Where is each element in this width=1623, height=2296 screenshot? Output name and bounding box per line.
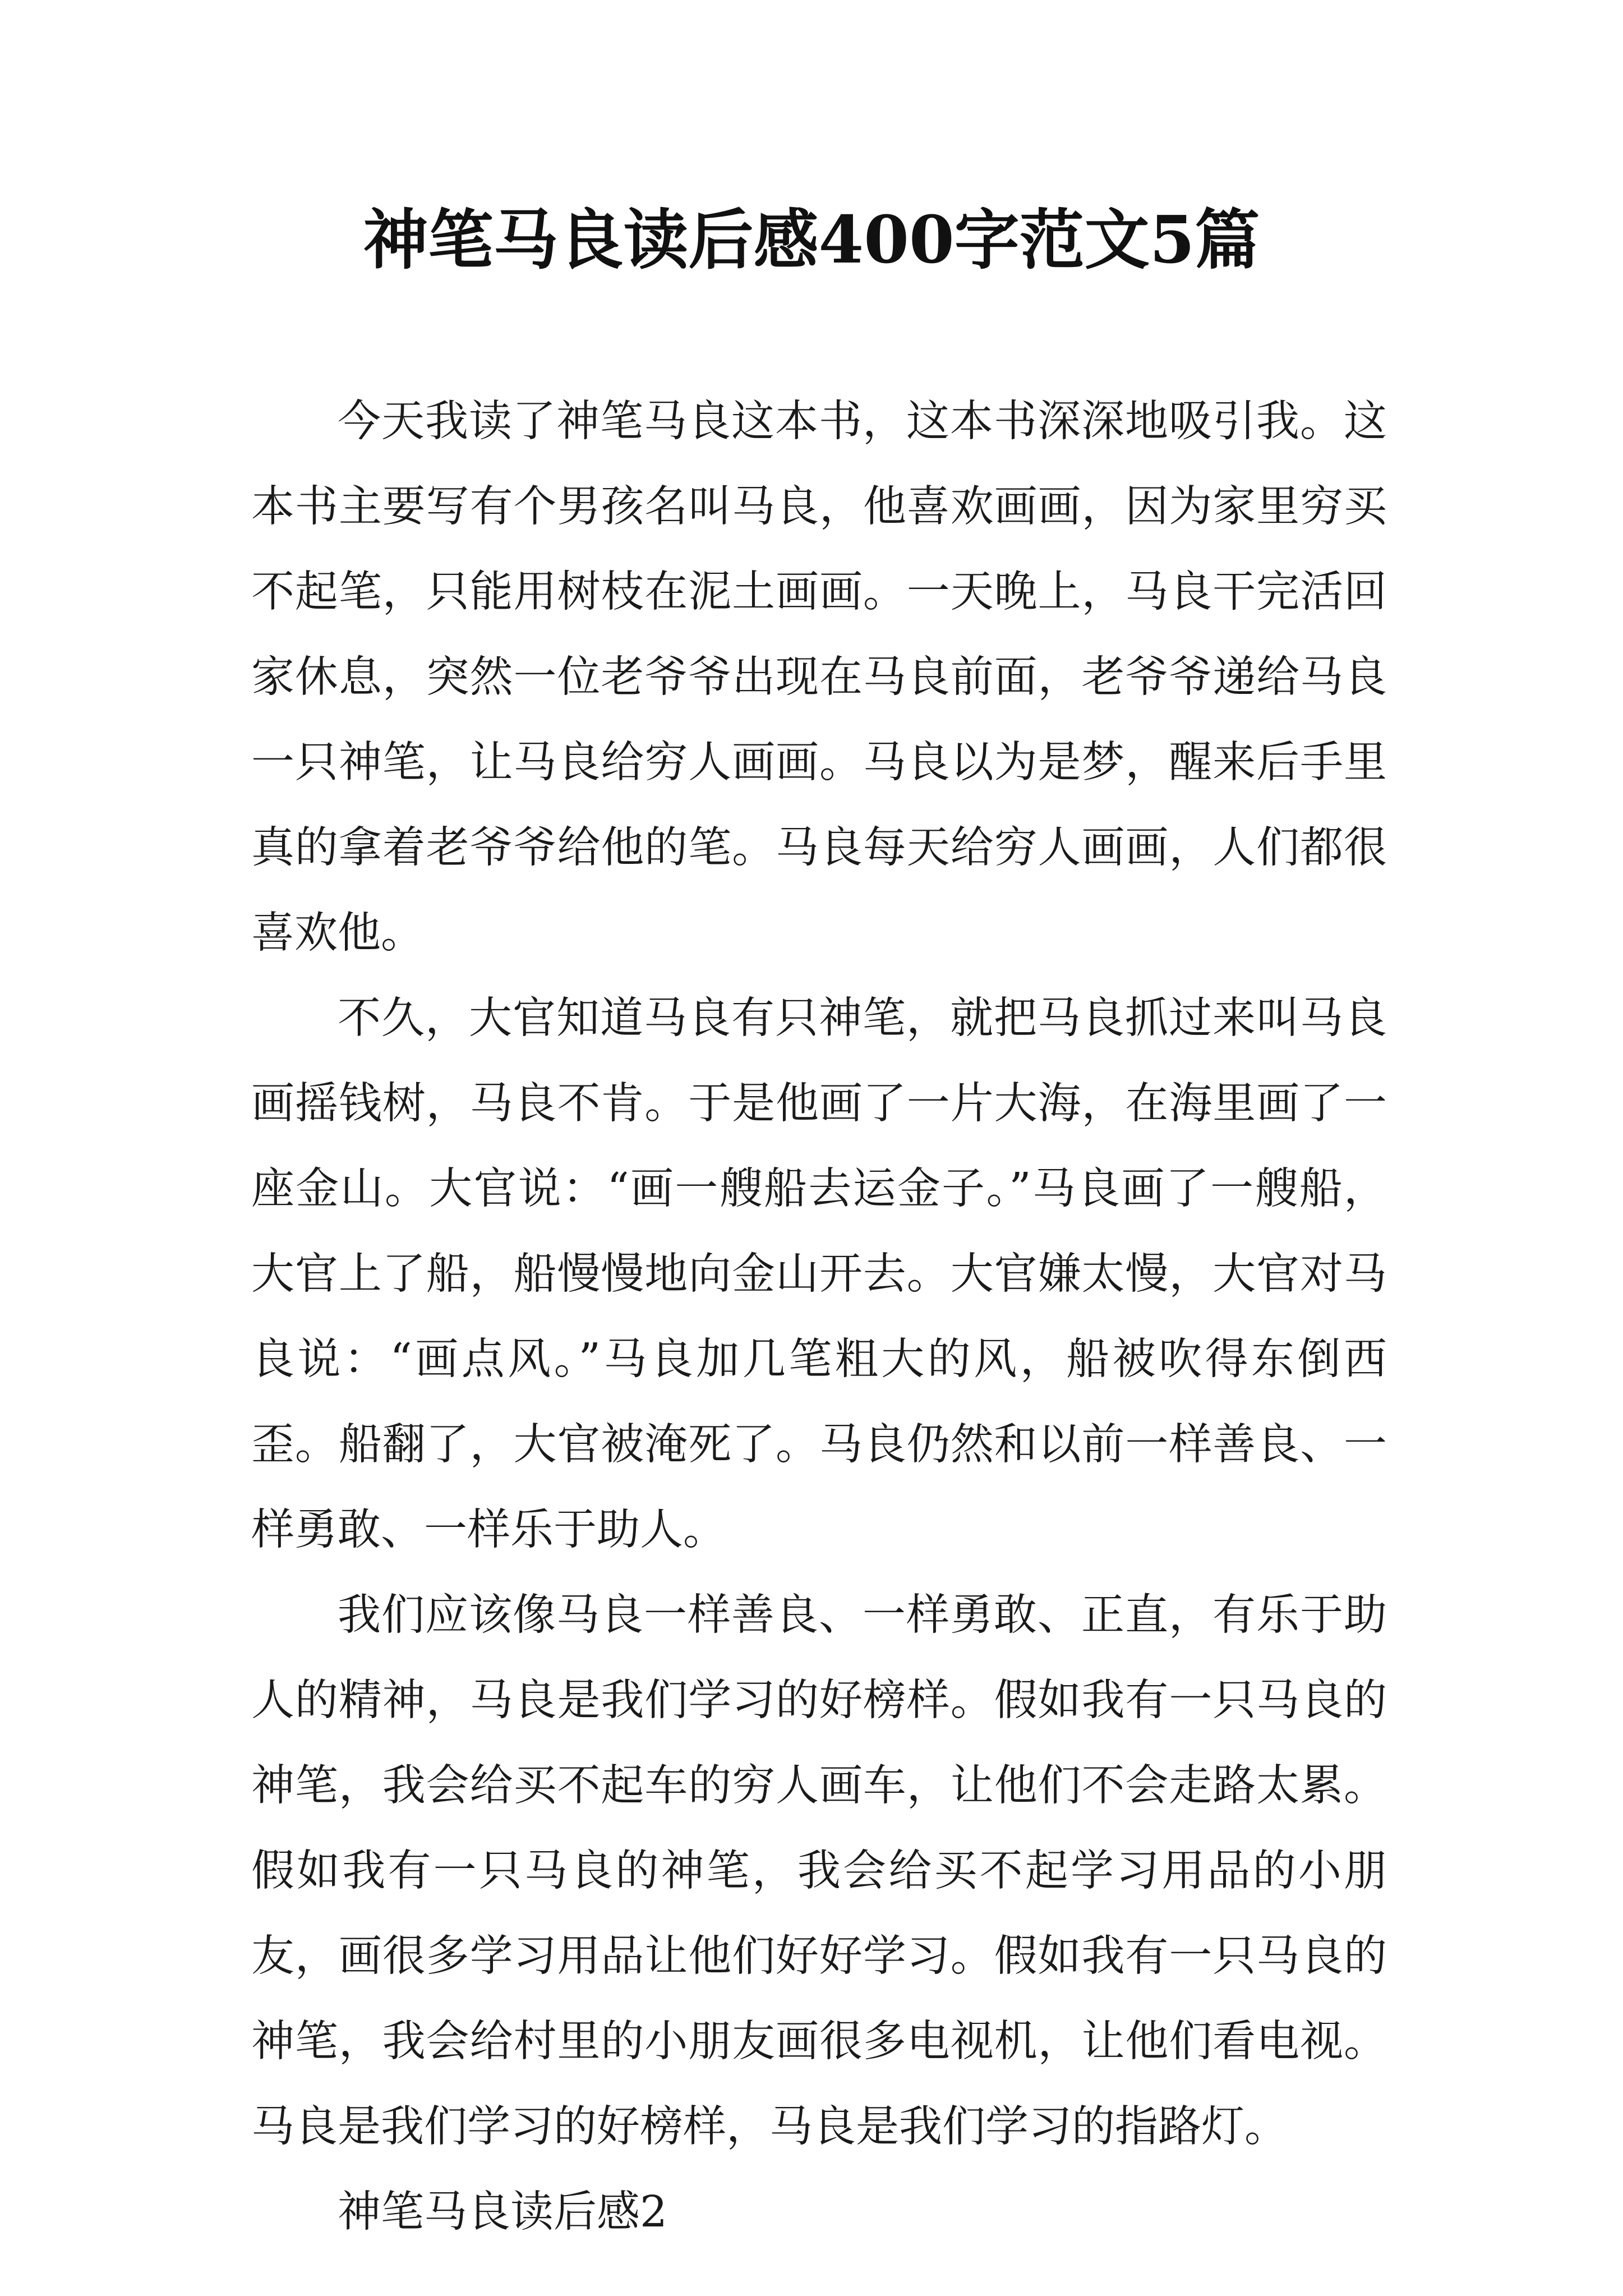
document-body — [251, 379, 1387, 2255]
document-title: 神笔马良读后感400字范文5篇 — [363, 202, 1260, 278]
paragraph-3: 我们应该像马良一样善良、一样勇敢、正直，有乐于助人的精神，马良是我们学习的好榜样。假如我有一只马良的神笔，我会给买不起车的穷人画车，让他们不会走路太累。假如我有一只马良的神笔，我会给买不起学习用品的小朋友，画很多学习用品让他们好好学习。假如我有一只马良的神笔，我会给村里的小朋友画很多电视机，让他们看电视。马良是我们学习的好榜样，马良是我们学习的指路灯。 — [251, 1590, 1387, 2152]
paragraph-1: 今天我读了神笔马良这本书，这本书深深地吸引我。这本书主要写有个男孩名叫马良，他喜欢画画，因为家里穷买不起笔，只能用树枝在泥土画画。一天晚上，马良干完活回家休息，突然一位老爷爷出现在马良前面，老爷爷递给马良一只神笔，让马良给穷人画画。马良以为是梦，醒来后手里真的拿着老爷爷给他的笔。马良每天给穷人画画，人们都很喜欢他。 — [251, 397, 1387, 958]
paragraph-2: 不久，大官知道马良有只神笔，就把马良抓过来叫马良画摇钱树，马良不肯。于是他画了一片大海，在海里画了一座金山。大官说：“画一艘船去运金子。”马良画了一艘船，大官上了船，船慢慢地向金山开去。大官嫌太慢，大官对马良说：“画点风。”马良加几笔粗大的风，船被吹得东倒西歪。船翻了，大官被淹死了。马良仍然和以前一样善良、一样勇敢、一样乐于助人。 — [251, 993, 1387, 1555]
section-heading: 神笔马良读后感2 — [338, 2187, 667, 2237]
